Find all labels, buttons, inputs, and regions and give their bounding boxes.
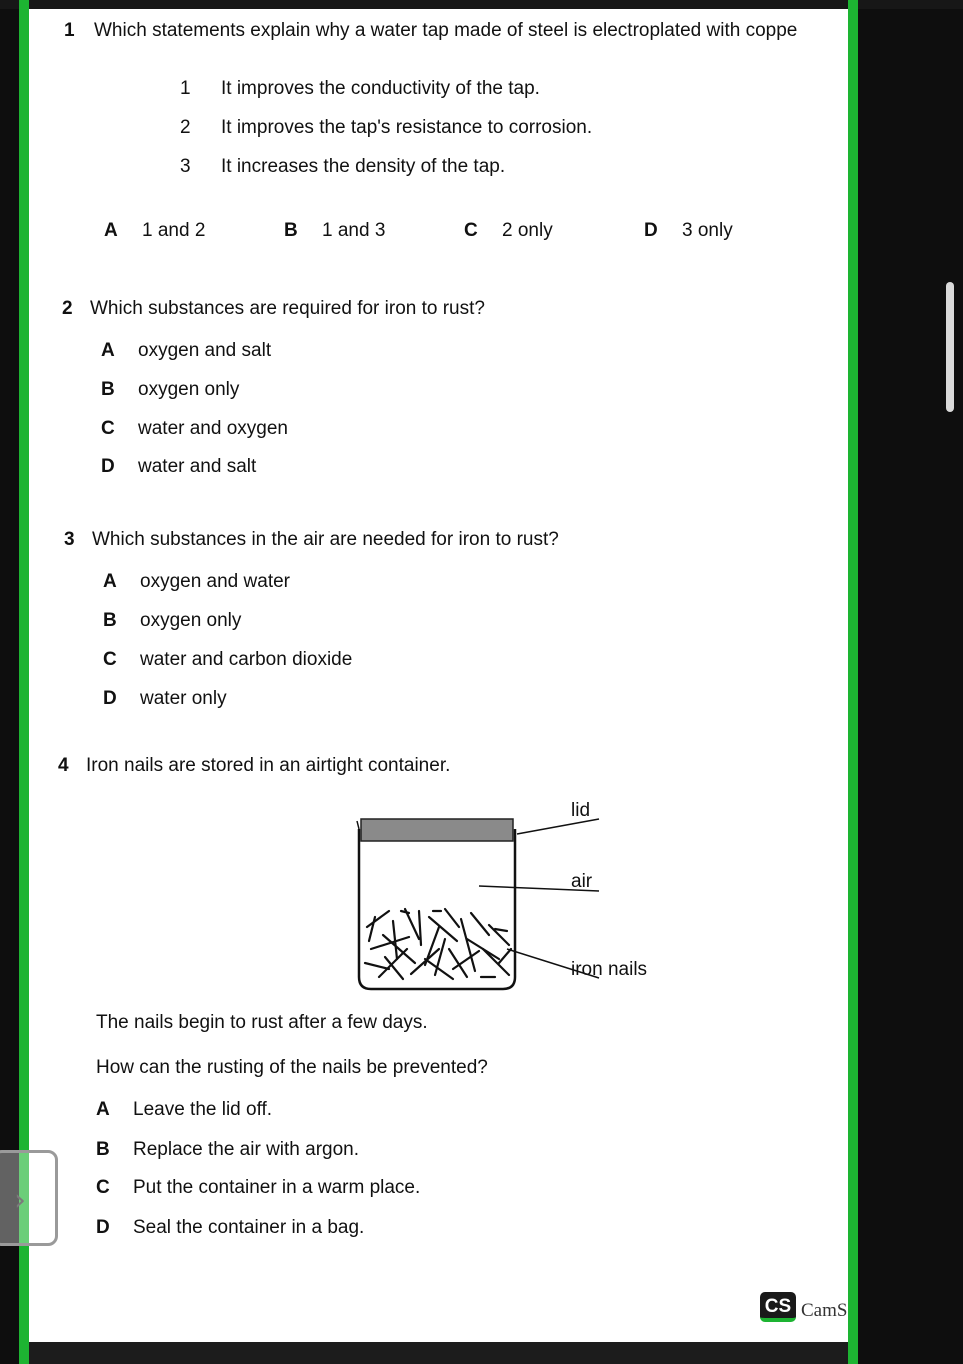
q1-option-letter[interactable]: A xyxy=(104,220,118,241)
q3-option-letter[interactable]: C xyxy=(103,649,117,670)
q3-option-letter[interactable]: D xyxy=(103,688,117,709)
q4-option-text[interactable]: Leave the lid off. xyxy=(133,1099,273,1120)
q4-option-text[interactable]: Put the container in a warm place. xyxy=(133,1177,421,1198)
q4-statement: The nails begin to rust after a few days. xyxy=(96,1012,428,1033)
label-iron-nails: iron nails xyxy=(571,959,648,980)
document-page xyxy=(29,9,848,1342)
q4-number: 4 xyxy=(58,755,69,776)
q3-option-text[interactable]: oxygen only xyxy=(140,610,242,631)
q3-option-letter[interactable]: B xyxy=(103,610,117,631)
q1-statement-text: It increases the density of the tap. xyxy=(221,156,506,177)
q4-question: How can the rusting of the nails be prevented? xyxy=(96,1057,488,1078)
camscanner-logo-icon: CS xyxy=(760,1292,796,1322)
q3-number: 3 xyxy=(64,529,75,550)
q2-option-letter[interactable]: A xyxy=(101,340,115,361)
q3-option-text[interactable]: water only xyxy=(140,688,227,709)
iron-nails-drawing xyxy=(365,909,511,979)
camscanner-watermark: CamS xyxy=(801,1300,848,1321)
q3-option-text[interactable]: water and carbon dioxide xyxy=(140,649,353,670)
q1-option-letter[interactable]: C xyxy=(464,220,478,241)
q1-option-text[interactable]: 2 only xyxy=(502,220,553,241)
q1-statement-num: 3 xyxy=(180,156,191,177)
bottom-bar xyxy=(29,1342,848,1364)
q2-option-letter[interactable]: D xyxy=(101,456,115,477)
label-lid: lid xyxy=(571,800,591,821)
q3-option-letter[interactable]: A xyxy=(103,571,117,592)
q2-option-text[interactable]: water and oxygen xyxy=(138,418,288,439)
q1-statement-num: 2 xyxy=(180,117,191,138)
q1-number: 1 xyxy=(64,20,75,41)
top-bar xyxy=(0,0,963,9)
q2-number: 2 xyxy=(62,298,73,319)
q1-option-letter[interactable]: D xyxy=(644,220,658,241)
scrollbar-thumb[interactable] xyxy=(946,282,954,412)
q4-option-text[interactable]: Replace the air with argon. xyxy=(133,1139,360,1160)
q1-statement-num: 1 xyxy=(180,78,191,99)
side-panel-handle[interactable] xyxy=(0,1150,58,1246)
q4-option-text[interactable]: Seal the container in a bag. xyxy=(133,1217,365,1238)
q1-option-text[interactable]: 1 and 2 xyxy=(142,220,206,241)
q1-option-text[interactable]: 1 and 3 xyxy=(322,220,386,241)
label-air: air xyxy=(571,871,593,892)
q1-option-letter[interactable]: B xyxy=(284,220,298,241)
q2-text: Which substances are required for iron to rust? xyxy=(90,298,485,319)
q1-text: Which statements explain why a water tap made of steel is electroplated with coppe xyxy=(94,20,798,41)
q3-option-text[interactable]: oxygen and water xyxy=(140,571,290,592)
q1-option-text[interactable]: 3 only xyxy=(682,220,733,241)
container-lid xyxy=(361,819,513,841)
q1-statement-text: It improves the tap's resistance to corrosion. xyxy=(221,117,593,138)
q2-option-text[interactable]: water and salt xyxy=(138,456,257,477)
q4-option-letter[interactable]: C xyxy=(96,1177,110,1198)
chevron-right-icon[interactable]: › xyxy=(14,1183,26,1218)
q2-option-letter[interactable]: C xyxy=(101,418,115,439)
q3-text: Which substances in the air are needed for iron to rust? xyxy=(92,529,559,550)
q1-statement-text: It improves the conductivity of the tap. xyxy=(221,78,540,99)
q4-option-letter[interactable]: A xyxy=(96,1099,110,1120)
q4-option-letter[interactable]: D xyxy=(96,1217,110,1238)
q2-option-text[interactable]: oxygen and salt xyxy=(138,340,272,361)
q4-text: Iron nails are stored in an airtight container. xyxy=(86,755,451,776)
q2-option-letter[interactable]: B xyxy=(101,379,115,400)
container-diagram xyxy=(349,799,709,1009)
q2-option-text[interactable]: oxygen only xyxy=(138,379,240,400)
right-frame-border xyxy=(848,0,858,1364)
q4-option-letter[interactable]: B xyxy=(96,1139,110,1160)
